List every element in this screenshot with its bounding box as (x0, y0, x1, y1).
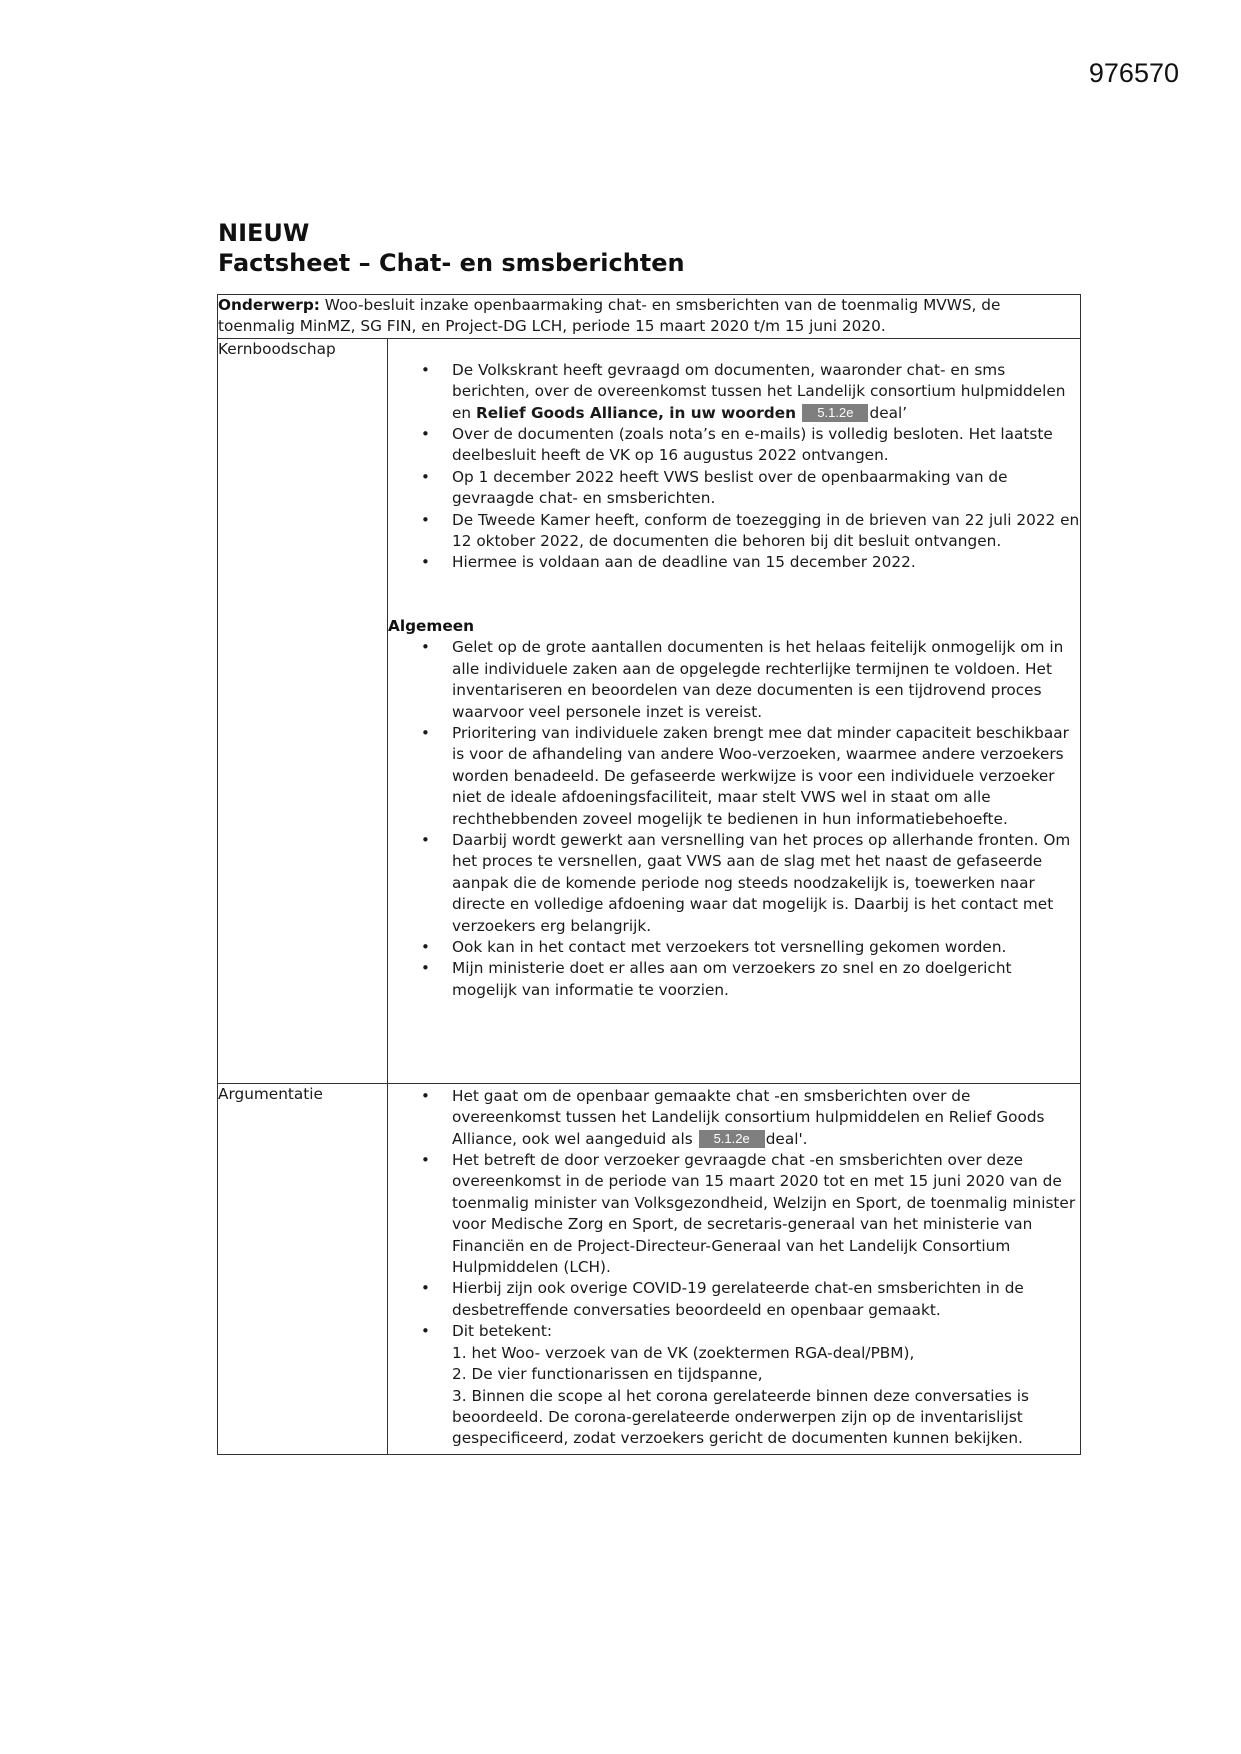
kernboodschap-list (388, 360, 1080, 574)
subject-cell (218, 295, 1081, 339)
list-item: • Het betreft de door verzoeker gevraagde chat -en smsberichten over deze overeenkomst in de periode van 15 maart 2020 tot en met 15 juni 2020 van de toenmalig minister van Volksgezondheid, Welzijn en Sport, de toenmalig minister voor Medische Zorg en Sport, de secretaris-generaal van het ministerie van Financiën en de Project-Directeur-Generaal van het Landelijk Consortium Hulpmiddelen (LCH). (388, 1150, 1080, 1278)
algemeen-heading: Algemeen (388, 616, 474, 635)
list-item: • Hierbij zijn ook overige COVID-19 gerelateerde chat-en smsberichten in de desbetreffende conversaties beoordeeld en openbaar gemaakt. (388, 1278, 1080, 1321)
argumentatie-row (218, 1083, 1081, 1454)
subject-label: Onderwerp: (218, 296, 320, 314)
list-item: • Dit betekent: 1. het Woo- verzoek van de VK (zoektermen RGA-deal/PBM), 2. De vier functionarissen en tijdspanne, 3. Binnen die scope al het corona gerelateerde binnen deze conversaties is beoordeeld. De corona-gerelateerde onderwerpen zijn op de inventarislijst gespecificeerd, zodat verzoekers gericht de documenten kunnen bekijken. (388, 1321, 1080, 1449)
argumentatie-list (388, 1086, 1080, 1450)
subject-text: Woo-besluit inzake openbaarmaking chat- en smsberichten van de toenmalig MVWS, de toenmalig MinMZ, SG FIN, en Project-DG LCH, periode 15 maart 2020 t/m 15 juni 2020. (218, 296, 1001, 336)
page-title (218, 218, 685, 278)
list-item: • De Volkskrant heeft gevraagd om documenten, waaronder chat- en sms berichten, over de overeenkomst tussen het Landelijk consortium hulpmiddelen en Relief Goods Alliance, in uw woorden 5.1.2e deal’ (388, 360, 1080, 424)
algemeen-list (388, 637, 1080, 1001)
redaction-box: 5.1.2e (802, 404, 868, 422)
list-item: • Mijn ministerie doet er alles aan om verzoekers zo snel en zo doelgericht mogelijk van informatie te voorzien. (388, 958, 1080, 1001)
subject-row (218, 295, 1081, 339)
document-number: 976570 (1088, 58, 1179, 88)
list-item: • Ook kan in het contact met verzoekers tot versnelling gekomen worden. (388, 937, 1080, 958)
list-item: • Prioritering van individuele zaken brengt mee dat minder capaciteit beschikbaar is voor de afhandeling van andere Woo-verzoeken, waarmee andere verzoekers worden benadeeld. De gefaseerde werkwijze is voor een individuele verzoeker niet de ideale afdoeningsfaciliteit, maar stelt VWS wel in staat om alle rechthebbenden zoveel mogelijk te bedienen in hun informatiebehoefte. (388, 723, 1080, 830)
factsheet-table (217, 294, 1081, 1455)
kernboodschap-label: Kernboodschap (218, 338, 388, 1083)
title-line-nieuw: NIEUW (218, 219, 310, 247)
kernboodschap-content (388, 338, 1081, 1083)
list-item: • Daarbij wordt gewerkt aan versnelling van het proces op allerhande fronten. Om het proces te versnellen, gaat VWS aan de slag met het naast de gefaseerde aanpak die de komende periode nog steeds noodzakelijk is, toewerken naar directe en volledige afdoening waar dat mogelijk is. Daarbij is het contact met verzoekers erg belangrijk. (388, 830, 1080, 937)
kernboodschap-row (218, 338, 1081, 1083)
list-item: • Op 1 december 2022 heeft VWS beslist over de openbaarmaking van de gevraagde chat- en smsberichten. (388, 467, 1080, 510)
title-line-factsheet: Factsheet – Chat- en smsberichten (218, 249, 685, 277)
list-item: • Over de documenten (zoals nota’s en e-mails) is volledig besloten. Het laatste deelbesluit heeft de VK op 16 augustus 2022 ontvangen. (388, 424, 1080, 467)
list-item: • De Tweede Kamer heeft, conform de toezegging in de brieven van 22 juli 2022 en 12 oktober 2022, de documenten die behoren bij dit besluit ontvangen. (388, 510, 1080, 553)
redaction-box: 5.1.2e (699, 1130, 765, 1148)
list-item: • Het gaat om de openbaar gemaakte chat -en smsberichten over de overeenkomst tussen het Landelijk consortium hulpmiddelen en Relief Goods Alliance, ook wel aangeduid als 5.1.2e deal'. (388, 1086, 1080, 1150)
list-item: • Gelet op de grote aantallen documenten is het helaas feitelijk onmogelijk om in alle individuele zaken aan de opgelegde rechterlijke termijnen te voldoen. Het inventariseren en beoordelen van deze documenten is een tijdrovend proces waarvoor veel personele inzet is vereist. (388, 637, 1080, 723)
argumentatie-content (388, 1083, 1081, 1454)
list-item: • Hiermee is voldaan aan de deadline van 15 december 2022. (388, 552, 1080, 573)
argumentatie-label: Argumentatie (218, 1083, 388, 1454)
